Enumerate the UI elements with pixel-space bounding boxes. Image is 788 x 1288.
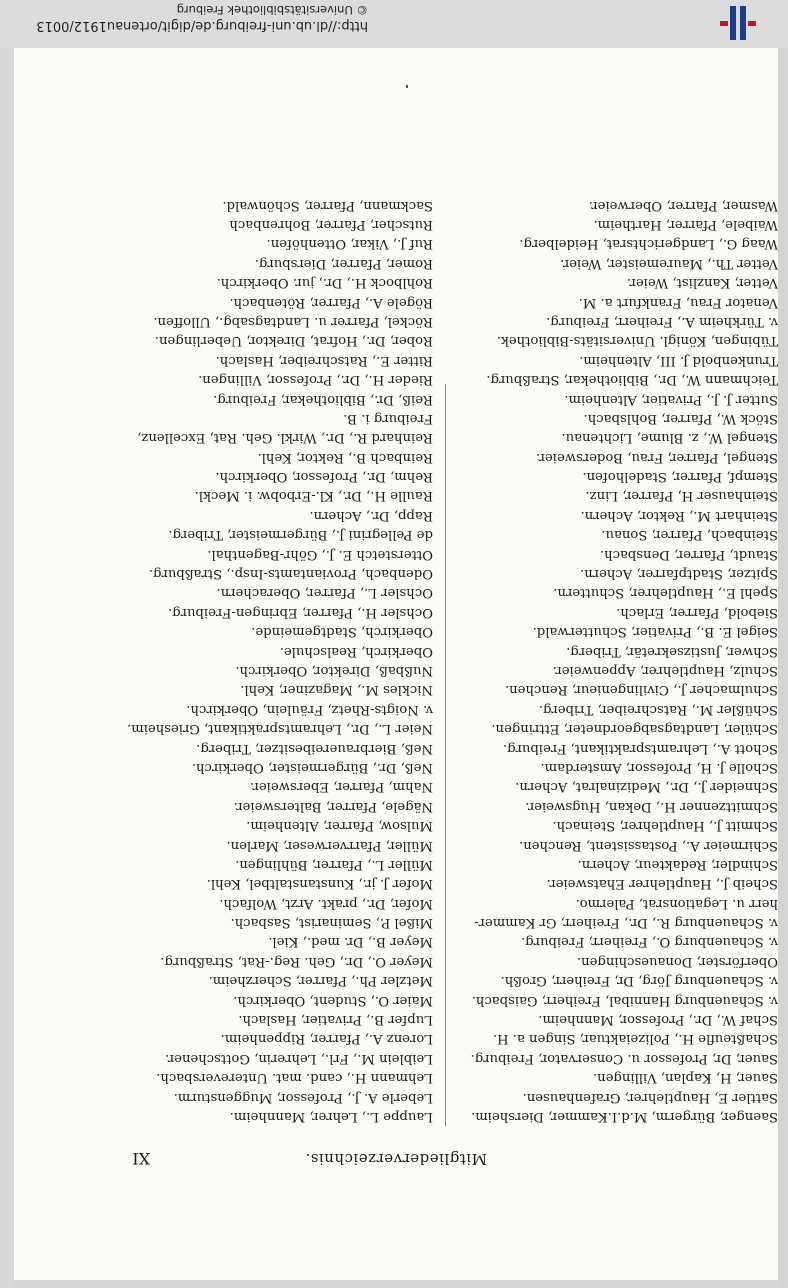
right-member-entry: Meyer B., Dr. med., Kiel. (268, 934, 433, 950)
right-member-entry: Oberkirch, Stadtgemeinde. (251, 624, 433, 640)
right-member-entry: Röckel, Pfarrer u. Landtagsabg., Ulloffen. (153, 313, 433, 329)
left-member-entry: Schüler, Landtagsabgeordneter, Ettringen. (491, 721, 778, 737)
left-member-entry: Schirmeier A., Postassistent, Renchen. (519, 837, 778, 853)
right-member-entry: Mofer J. jr., Kunstanstaltbel, Kehl. (206, 876, 433, 892)
right-member-entry: Rieder H., Dr., Professor, Villingen. (198, 372, 433, 388)
right-member-entry: Rehm, Dr., Professor, Oberkirch. (215, 469, 433, 485)
left-member-entry: Stengel, Pfarrer, Frau, Bodersweier. (535, 449, 778, 465)
left-member-entry: v. Schauenburg O., Freiherr, Freiburg. (521, 934, 778, 950)
frame-right (0, 48, 14, 1288)
left-member-entry: Schaßteufle H., Polizeiaktuar, Singen a. H. (492, 1031, 778, 1047)
right-member-entry: Sackmann, Pfarrer, Schönwald. (222, 197, 433, 213)
left-member-entry: Siebold, Pfarrer, Erlach. (616, 604, 778, 620)
left-member-entry: Venator Frau, Frankfurt a. M. (578, 294, 778, 310)
left-member-entry: Stengel W., z. Blume, Lichtenau. (561, 430, 778, 446)
right-member-entry: Reinhard R., Dr., Wirkl. Geh. Rat, Excellenz, (137, 430, 433, 446)
right-member-entry: Rutscher, Pfarrer, Bohrenbach (229, 217, 433, 233)
right-member-entry: Metzler Ph., Pfarrer, Scherzheim. (208, 973, 433, 989)
left-member-entry: herr u. Legationsrat, Palermo. (575, 895, 778, 911)
copyright-text: © Universitätsbibliothek Freiburg (176, 3, 368, 17)
left-member-entry: Spitzer, Stadtpfarrer, Achern. (580, 566, 778, 582)
right-member-entry: Freiburg i. B. (343, 410, 433, 426)
right-member-entry: Nägele, Pfarrer, Baltersweier. (233, 798, 433, 814)
left-member-entry: Sutter J. J., Privatier, Altenheim. (564, 391, 778, 407)
right-member-entry: Raulle H., Dr., Kl.-Erbobw. i. Meckl. (194, 488, 433, 504)
right-member-entry: Reiß, Dr., Bibliothekar, Freiburg. (213, 391, 433, 407)
right-member-entry: Ruf J., Vikar, Ottenhöfen. (266, 236, 433, 252)
right-member-entry: Lupfer B., Privatier, Haslach. (238, 1012, 433, 1028)
right-member-entry: Mulsow, Pfarrer, Altenheim. (246, 818, 433, 834)
right-member-entry: Romer, Pfarrer, Diersburg. (254, 255, 433, 271)
scanned-page (14, 48, 778, 1280)
right-member-entry: Nußbaß, Direktor, Oberkirch. (235, 663, 433, 679)
right-member-entry: Lauppe L., Lehrer, Mannheim. (229, 1109, 433, 1124)
university-logo-icon (720, 6, 756, 40)
right-member-entry: v. Noigts-Rhetz, Fräulein, Oberkirch. (186, 701, 433, 717)
left-member-entry: v. Schauenburg R., Dr., Freiherr, Gr Kammer- (474, 915, 778, 931)
left-member-entry: Schneider J., Dr., Medizinalrat, Achern. (515, 779, 778, 795)
right-member-entry: Leiblein M., Frl., Lehrerin, Gottschener. (165, 1050, 433, 1066)
right-member-entry: Neß, Dr., Bürgermeister, Oberkirch. (191, 759, 433, 775)
page-number: XI (132, 1149, 150, 1168)
left-member-entry: Schindler, Redakteur, Achern. (577, 856, 778, 872)
left-member-entry: Stöck W., Pfarrer, Bohlsbach. (583, 410, 778, 426)
right-member-entry: Nahm, Pfarrer, Ebersweier. (249, 779, 433, 795)
right-member-entry: Müller, Pfarrverweser, Marlen. (226, 837, 433, 853)
right-member-entry: Ochsler L., Pfarrer, Oberachern. (216, 585, 433, 601)
right-member-entry: Rohlbock H., Dr., jur. Oberkirch. (216, 275, 433, 291)
left-member-entry: Oberförster, Donaueschingen. (576, 953, 778, 969)
page-header (14, 1138, 778, 1168)
right-member-entry: Lorenz A., Pfarrer, Rippenheim. (220, 1031, 433, 1047)
left-member-entry: Trunkenbold J. III, Altenheim. (579, 352, 778, 368)
left-member-entry: Sattler E, Hauptlehrer, Grafenhausen. (522, 1089, 778, 1105)
right-member-entry: Leberle A. J., Professor, Muggensturm. (173, 1089, 433, 1105)
left-member-entry: Vetter Th., Mauremeister, Weier. (560, 255, 778, 271)
frame-top (0, 1280, 788, 1288)
left-member-entry: Schwer, Justizsekretär, Triberg. (566, 643, 778, 659)
page-title: Mitgliederverzeichnis. (305, 1150, 487, 1168)
right-member-entry: Odenbach, Proviantamts-Insp., Straßburg. (148, 566, 433, 582)
left-member-entry: Vetter, Kanzlist, Weier. (626, 275, 778, 291)
left-member-entry: Steinhart M., Rektor, Achern. (580, 507, 778, 523)
left-member-entry: Schulz, Hauptlehrer, Appenweier. (552, 663, 778, 679)
right-member-entry: Oberkirch, Realschule. (279, 643, 433, 659)
left-member-entry: Teichmann W., Dr., Bibliothekar, Straßburg. (486, 372, 778, 388)
right-member-entry: Lehmann H., cand. mat. Untereversbach. (156, 1070, 433, 1086)
right-member-entry: Müller L., Pfarrer, Bühlingen. (235, 856, 433, 872)
left-member-entry: Steinbach, Pfarrer, Sonau. (601, 527, 778, 543)
right-member-entry: Rögele A., Pfarrer, Rötenbach. (229, 294, 433, 310)
left-member-entry: Spehl E., Hauptlehrer, Schuttern. (553, 585, 778, 601)
left-member-entry: Schmitt J., Hauptlehrer, Steinach. (552, 818, 778, 834)
left-member-entry: Schüßler M., Ratschreiber, Triberg. (538, 701, 778, 717)
right-member-entry: Neß, Bierbrauereibesitzer, Triberg. (196, 740, 433, 756)
print-mark (406, 85, 408, 88)
left-member-entry: Saenger, Bürgerm, M.d.I.Kammer, Diersheim. (471, 1109, 778, 1124)
left-member-entry: v. Schauenburg Jörg, Dr, Freiherr, Großh. (500, 973, 778, 989)
left-member-entry: v. Türkheim A., Freiherr, Freiburg. (546, 313, 778, 329)
source-url[interactable]: http://dl.ub.uni-freiburg.de/digit/ortenau1912/0013 (36, 18, 368, 33)
left-member-entry: v. Schauenburg Hannibal, Freiherr, Gaisbach. (471, 992, 778, 1008)
right-member-entry: Mofer, Dr., prakt. Arzt, Wolfach. (219, 895, 433, 911)
right-member-entry: Meyer O., Dr., Geh. Reg.-Rat, Straßburg. (160, 953, 433, 969)
left-member-entry: Wasmer, Pfarrer, Oberweier. (588, 197, 778, 213)
left-member-entry: Waibele, Pfarrer, Hartheim. (593, 217, 778, 233)
frame-left (778, 48, 788, 1288)
member-column-right (18, 195, 433, 1126)
right-member-entry: Neier L., Dr., Lehramtspraktikant, Griesheim. (127, 721, 433, 737)
left-member-entry: Sauer, H, Kaplan, Villingen. (592, 1070, 778, 1086)
right-member-entry: Otterstetch E. J., Göhr-Bagenthal. (207, 546, 433, 562)
left-member-entry: Scholle J. H, Professor, Amsterdam. (540, 759, 778, 775)
right-member-entry: de Pellegrini J., Bürgermeister, Triberg. (168, 527, 433, 543)
left-member-entry: Stempf, Pfarrer, Stadelhofen. (582, 469, 778, 485)
left-member-entry: Schott A., Lehramtspraktikant, Freiburg. (502, 740, 778, 756)
left-member-entry: Steinhauser H, Pfarrer, Linz. (585, 488, 778, 504)
right-member-entry: Maier O., Student, Oberkirch. (233, 992, 433, 1008)
left-member-entry: Schmittzenner H., Dekan, Hugsweier. (525, 798, 778, 814)
left-member-entry: Seigel E. B., Privatier, Schutterwald. (532, 624, 778, 640)
right-member-entry: Rapp, Dr., Achern. (309, 507, 433, 523)
left-member-entry: Schulmacher J., Civilingenieur, Renchen. (504, 682, 778, 698)
left-member-entry: Scheib J., Hauptlehrer Ehatsweier. (546, 876, 778, 892)
member-column-left (462, 195, 778, 1126)
left-member-entry: Schaf W., Dr., Professor, Mannheim. (538, 1012, 778, 1028)
left-member-entry: Staudt, Pfarrer, Densbach. (599, 546, 778, 562)
column-divider (445, 384, 446, 1126)
right-member-entry: Ochsler H., Pfarrer, Ebringen-Freiburg. (168, 604, 433, 620)
right-member-entry: Reinbach B., Rektor, Kehl. (257, 449, 433, 465)
right-member-entry: Ritter E., Ratschreiber, Haslach. (215, 352, 433, 368)
left-member-entry: Tübingen, Königl. Universitäts-Bibliothek. (496, 333, 778, 349)
right-member-entry: Mißel P., Seminarist, Sasbach. (230, 915, 433, 931)
left-member-entry: Sauer, Dr, Professor u. Conservator, Freiburg. (470, 1050, 778, 1066)
left-member-entry: Waag G., Landgerichtsrat, Heidelberg. (519, 236, 778, 252)
right-member-entry: Rober, Dr., Hofrat, Direktor, Ueberlingen. (154, 333, 433, 349)
right-member-entry: Nickles M., Magaziner, Kehl. (240, 682, 433, 698)
